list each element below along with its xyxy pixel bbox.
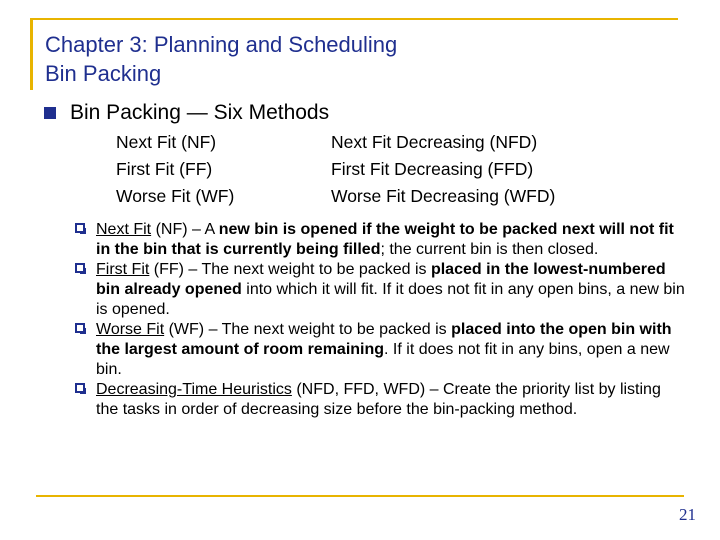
title-accent-bar: [30, 18, 33, 90]
main-bullet: [44, 101, 329, 125]
term: First Fit: [96, 261, 150, 278]
top-divider: [30, 18, 678, 20]
description-decreasing: [75, 380, 687, 420]
method-item: Next Fit Decreasing (NFD): [331, 132, 538, 152]
term: Next Fit: [96, 221, 152, 238]
main-bullet-text: Bin Packing — Six Methods: [70, 101, 330, 124]
page-number: 21: [679, 505, 696, 524]
method-item: Next Fit (NF): [116, 132, 217, 152]
term-abbr: (WF) – The next weight to be packed is: [164, 321, 452, 338]
method-item: First Fit (FF): [116, 159, 213, 179]
checkbox-bullet-icon: [75, 323, 85, 333]
term-abbr: (NF) – A: [151, 221, 219, 238]
emphasis: placed in the lowest-numbered bin already opened: [96, 261, 666, 298]
term-abbr: (FF) – The next weight to be packed is: [149, 261, 431, 278]
method-item: Worse Fit Decreasing (WFD): [331, 186, 556, 206]
description-first-fit: [75, 260, 687, 320]
description-rest: into which it will fit. If it does not fit in any open bins, a new bin is opened.: [96, 281, 685, 318]
method-item: Worse Fit (WF): [116, 186, 235, 206]
title-line-2: Bin Packing: [45, 61, 162, 86]
checkbox-bullet-icon: [75, 383, 85, 393]
description-next-fit: [75, 220, 687, 260]
description-rest: ; the current bin is then closed.: [380, 241, 599, 258]
emphasis: placed into the open bin with the largest amount of room remaining: [96, 321, 672, 358]
emphasis: new bin is opened if the weight to be packed next will not fit in the bin that is currently being filled: [96, 221, 674, 258]
description-worse-fit: [75, 320, 687, 380]
description-rest: . If it does not fit in any bins, open a new bin.: [96, 341, 670, 378]
method-item: First Fit Decreasing (FFD): [331, 159, 534, 179]
checkbox-bullet-icon: [75, 223, 85, 233]
slide-title: [45, 30, 397, 88]
checkbox-bullet-icon: [75, 263, 85, 273]
bottom-divider: [36, 495, 684, 497]
term: Worse Fit: [96, 321, 165, 338]
term: Decreasing-Time Heuristics: [96, 381, 292, 398]
methods-list-right: [331, 129, 555, 210]
title-line-1: Chapter 3: Planning and Scheduling: [45, 32, 398, 57]
square-bullet-icon: [44, 107, 56, 119]
term-abbr: (NFD, FFD, WFD) – Create the priority list by listing the tasks in order of decreasing size before the bin-packing method.: [96, 381, 661, 418]
method-descriptions: [75, 220, 687, 420]
methods-list-left: [116, 129, 234, 210]
